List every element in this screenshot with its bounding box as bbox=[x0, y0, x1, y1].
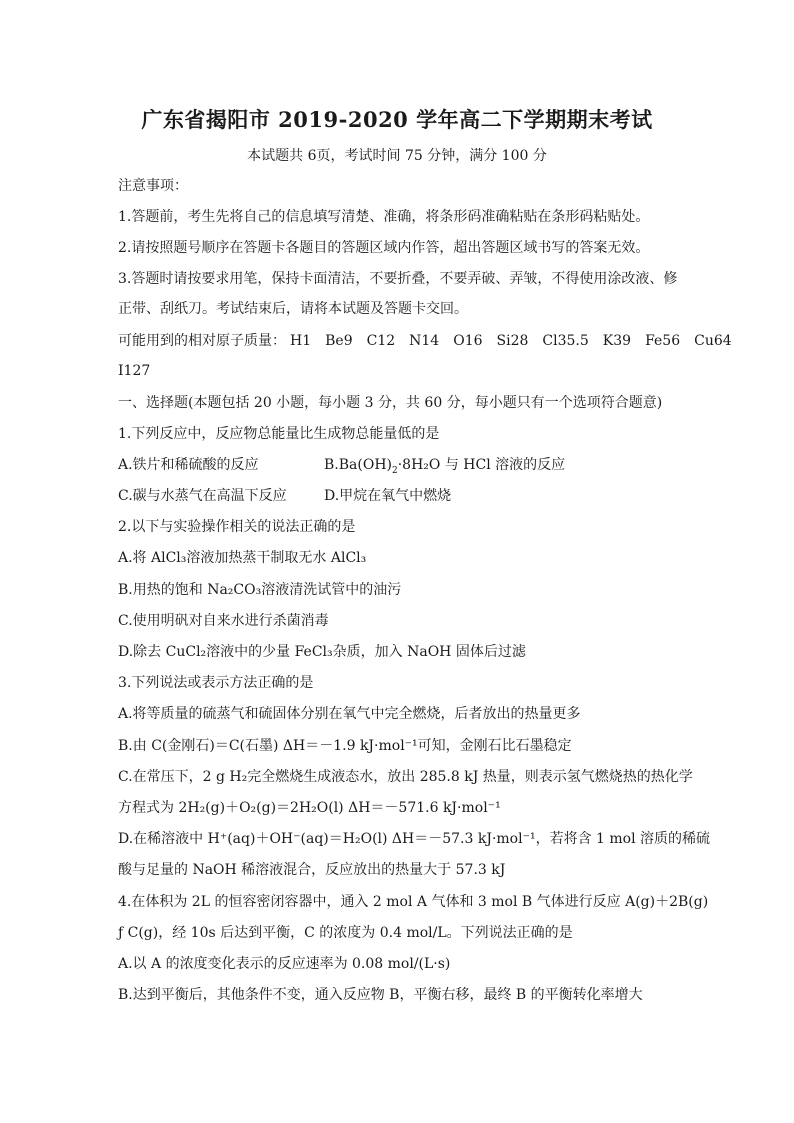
mass-item: Be9 bbox=[325, 333, 353, 349]
subscript: 2 bbox=[391, 465, 398, 476]
atomic-masses-label: 可能用到的相对原子质量： bbox=[118, 333, 286, 349]
question-3-option-d-line2: 酸与足量的 NaOH 稀溶液混合，反应放出的热量大于 57.3 kJ bbox=[118, 862, 506, 878]
note-item-3: 3.答题时请按要求用笔，保持卡面清洁，不要折叠，不要弄破、弄皱，不得使用涂改液、修 bbox=[118, 271, 678, 287]
question-2-option-a: A.将 AlCl₃溶液加热蒸干制取无水 AlCl₃ bbox=[118, 550, 367, 566]
option-d: D.甲烷在氧气中燃烧 bbox=[324, 488, 452, 504]
question-1-stem: 1.下列反应中，反应物总能量比生成物总能量低的是 bbox=[118, 426, 440, 442]
option-a: A.铁片和稀硫酸的反应 bbox=[118, 457, 259, 473]
question-3-option-a: A.将等质量的硫蒸气和硫固体分别在氧气中完全燃烧，后者放出的热量更多 bbox=[118, 706, 581, 722]
question-3-option-c-line2: 方程式为 2H₂(g)＋O₂(g)＝2H₂O(l) ΔH＝－571.6 kJ·mol⁻¹ bbox=[118, 800, 501, 816]
mass-item: C12 bbox=[366, 333, 396, 349]
question-4-stem-line1: 4.在体积为 2L 的恒容密闭容器中，通入 2 mol A 气体和 3 mol B 气体进行反应 A(g)＋2B(g) bbox=[118, 894, 709, 910]
question-1-options-ab bbox=[118, 455, 688, 475]
mass-item: H1 bbox=[290, 333, 312, 349]
mass-item: K39 bbox=[602, 333, 632, 349]
question-3-option-b: B.由 C(金刚石)＝C(石墨) ΔH＝－1.9 kJ·mol⁻¹可知，金刚石比石墨稳定 bbox=[118, 738, 572, 754]
note-item-1: 1.答题前，考生先将自己的信息填写清楚、准确，将条形码准确粘贴在条形码粘贴处。 bbox=[118, 209, 650, 225]
section-heading: 一、选择题(本题包括 20 小题，每小题 3 分，共 60 分，每小题只有一个选项符合题意) bbox=[118, 395, 663, 411]
exam-subtitle: 本试题共 6页，考试时间 75 分钟，满分 100 分 bbox=[247, 148, 547, 164]
mass-item: Cl35.5 bbox=[542, 333, 589, 349]
question-2-option-b: B.用热的饱和 Na₂CO₃溶液清洗试管中的油污 bbox=[118, 582, 402, 598]
option-b bbox=[324, 457, 566, 476]
question-4-stem-line2: ƒ C(g)，经 10s 后达到平衡，C 的浓度为 0.4 mol/L。下列说法正确的是 bbox=[118, 925, 573, 941]
question-3-stem: 3.下列说法或表示方法正确的是 bbox=[118, 675, 314, 691]
question-4-option-a: A.以 A 的浓度变化表示的反应速率为 0.08 mol/(L·s) bbox=[118, 956, 451, 972]
option-b-text: B.Ba(OH) bbox=[324, 457, 392, 473]
question-2-stem: 2.以下与实验操作相关的说法正确的是 bbox=[118, 519, 356, 535]
question-3-option-c-line1: C.在常压下，2 g H₂完全燃烧生成液态水，放出 285.8 kJ 热量，则表示氢气燃烧热的热化学 bbox=[118, 769, 693, 785]
mass-item: N14 bbox=[409, 333, 440, 349]
note-item-2: 2.请按照题号顺序在答题卡各题目的答题区域内作答，超出答题区域书写的答案无效。 bbox=[118, 240, 650, 256]
mass-item: O16 bbox=[453, 333, 483, 349]
mass-item: Cu64 bbox=[694, 333, 732, 349]
question-2-option-d: D.除去 CuCl₂溶液中的少量 FeCl₃杂质，加入 NaOH 固体后过滤 bbox=[118, 644, 526, 660]
question-4-option-b: B.达到平衡后，其他条件不变，通入反应物 B，平衡右移，最终 B 的平衡转化率增大 bbox=[118, 987, 643, 1003]
question-3-option-d-line1: D.在稀溶液中 H⁺(aq)＋OH⁻(aq)＝H₂O(l) ΔH＝－57.3 kJ·mol⁻¹，若将含 1 mol 溶质的稀硫 bbox=[118, 831, 711, 847]
note-item-4: 正带、刮纸刀。考试结束后，请将本试题及答题卡交回。 bbox=[118, 301, 468, 317]
exam-title: 广东省揭阳市 2019-2020 学年高二下学期期末考试 bbox=[141, 107, 653, 132]
mass-item: Fe56 bbox=[645, 333, 681, 349]
option-b-text: ·8H₂O 与 HCl 溶液的反应 bbox=[397, 457, 566, 473]
option-c: C.碳与水蒸气在高温下反应 bbox=[118, 488, 287, 504]
question-2-option-c: C.使用明矾对自来水进行杀菌消毒 bbox=[118, 613, 329, 629]
atomic-mass-wrap: I127 bbox=[118, 363, 151, 379]
mass-item: Si28 bbox=[496, 333, 529, 349]
atomic-masses bbox=[118, 331, 732, 351]
question-1-options-cd bbox=[118, 486, 688, 506]
notes-heading: 注意事项： bbox=[118, 178, 188, 194]
